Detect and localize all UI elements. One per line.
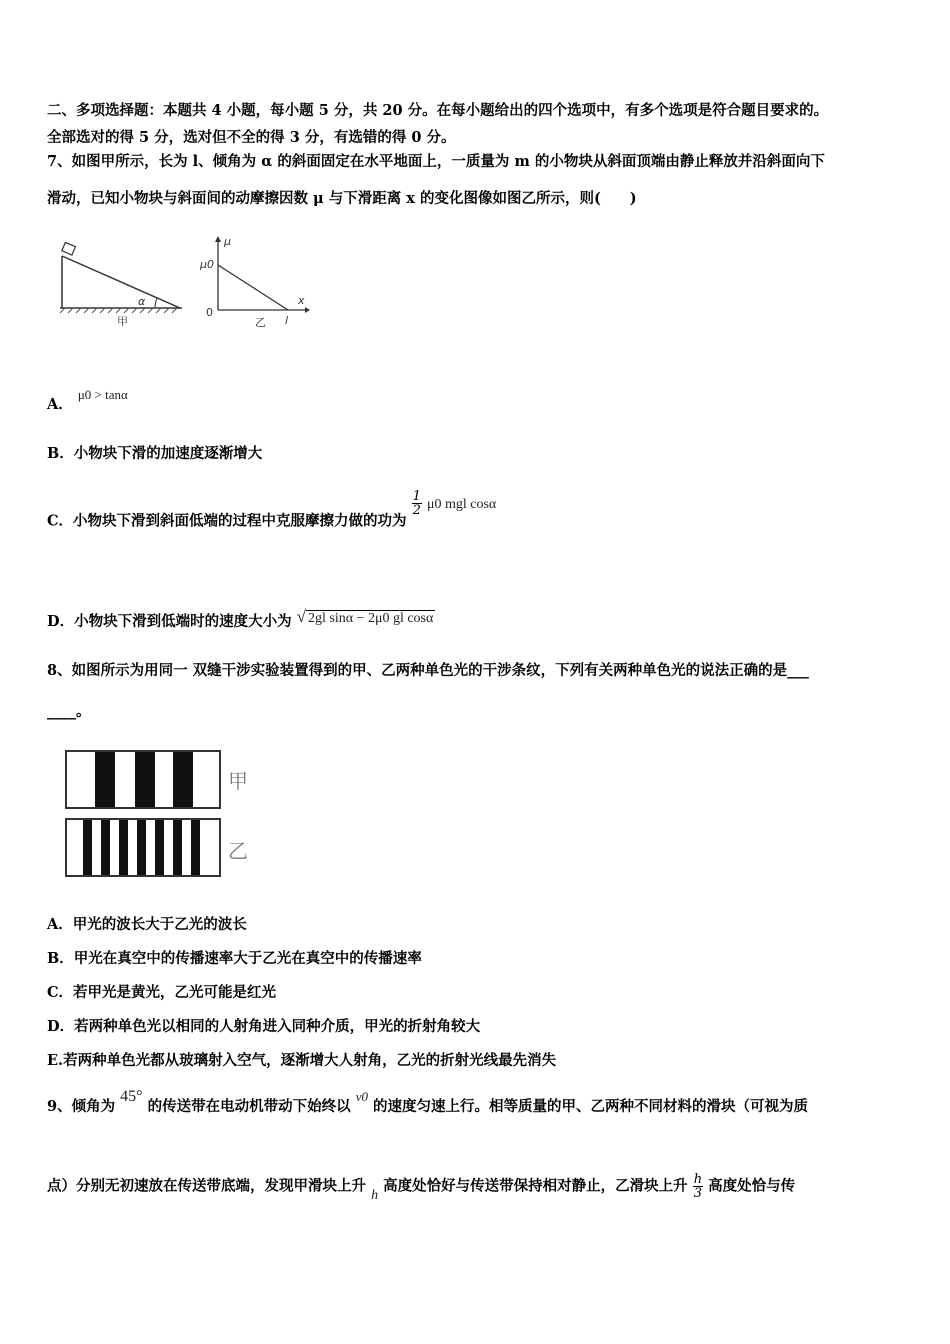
option-text: 若甲光是黄光，乙光可能是红光 <box>73 984 277 1001</box>
fig-jia-label: 甲 <box>117 315 128 328</box>
mu0-label: μ0 <box>200 258 214 271</box>
q8-option-e <box>47 1051 556 1071</box>
fringe-stripe <box>191 820 200 875</box>
fringe-stripe <box>173 820 182 875</box>
section-header-line1: 二、多项选择题：本题共 4 小题，每小题 5 分，共 20 分。在每小题给出的四个选项中，有多个选项是符合题目要求的。 <box>47 102 829 119</box>
fringe-label-yi: 乙 <box>228 839 248 863</box>
angle-alpha-label: α <box>138 295 146 308</box>
q9-text: 高度处恰与传 <box>708 1177 796 1195</box>
x-axis-label: x <box>298 294 305 307</box>
fringe-stripe <box>95 752 115 807</box>
option-label: E. <box>47 1052 64 1069</box>
fringe-pattern-jia <box>65 750 221 809</box>
q8-option-b <box>47 949 422 969</box>
q7-stem-line2: 滑动，已知小物块与斜面间的动摩擦因数 μ 与下滑距离 x 的变化图像如图乙所示，则( ) <box>47 190 637 207</box>
option-c-text: 小物块下滑到斜面低端的过程中克服摩擦力做的功为 <box>73 512 407 530</box>
frac-num: h <box>693 1172 703 1187</box>
sqrt-symbol-icon: √ <box>296 607 306 626</box>
fringe-stripe <box>101 820 110 875</box>
q8-stem-line2: ____。 <box>47 703 91 720</box>
fringe-stripe <box>155 820 164 875</box>
q7-stem-line1: 7、如图甲所示，长为 l、倾角为 α 的斜面固定在水平地面上，一质量为 m 的小物块从斜面顶端由静止释放并沿斜面向下 <box>47 153 825 170</box>
option-text: 若两种单色光以相同的人射角进入同种介质，甲光的折射角较大 <box>74 1018 481 1035</box>
option-label: C． <box>47 512 74 530</box>
option-label: C． <box>47 984 74 1001</box>
option-text: 甲光在真空中的传播速率大于乙光在真空中的传播速率 <box>73 950 422 967</box>
q9-v0: v0 <box>355 1089 368 1104</box>
fig-yi-label: 乙 <box>255 316 266 329</box>
option-b-text: 小物块下滑的加速度逐渐增大 <box>73 445 263 462</box>
origin-label: 0 <box>206 306 213 319</box>
option-a-formula: μ0 > tanα <box>77 387 128 402</box>
frac-den: 3 <box>693 1186 703 1201</box>
option-label: B． <box>47 445 74 462</box>
q8-stem-line1: 8、如图所示为用同一 双缝干涉实验装置得到的甲、乙两种单色光的干涉条纹，下列有关两种单色光的说法正确的是___ <box>47 662 809 679</box>
section-header-line2: 全部选对的得 5 分，选对但不全的得 3 分，有选错的得 0 分。 <box>47 129 456 146</box>
fraction-half <box>412 490 422 517</box>
q8-option-c <box>47 983 276 1003</box>
option-label: A． <box>47 396 73 413</box>
q7-figure-mu-graph <box>200 232 315 332</box>
q9-text: 点）分别无初速放在传送带底端，发现甲滑块上升 <box>47 1177 366 1195</box>
option-label: D． <box>47 613 75 630</box>
q7-option-b <box>47 444 262 464</box>
option-c-formula: μ0 mgl cosα <box>426 496 497 512</box>
option-label: B． <box>47 950 74 967</box>
fringe-stripe <box>119 820 128 875</box>
q9-stem-line2 <box>47 1172 796 1203</box>
option-label: A． <box>47 916 73 933</box>
frac-den: 2 <box>412 503 421 518</box>
frac-num: 1 <box>412 489 421 504</box>
q7-option-d <box>47 607 435 633</box>
q8-option-d <box>47 1017 480 1037</box>
q7-figure-incline <box>52 238 192 328</box>
q9-angle: 45° <box>120 1088 143 1105</box>
q9-text: 9、倾角为 <box>47 1098 116 1115</box>
fringe-stripe <box>137 820 146 875</box>
fringe-stripe <box>83 820 92 875</box>
q9-text: 的速度匀速上行。相等质量的甲、乙两种不同材料的滑块（可视为质 <box>373 1098 809 1115</box>
option-d-formula: 2gl sinα − 2μ0 gl cosα <box>307 611 434 626</box>
fraction-h-over-3 <box>693 1173 703 1200</box>
option-text: 若两种单色光都从玻璃射入空气，逐渐增大人射角，乙光的折射光线最先消失 <box>63 1052 557 1069</box>
option-label: D． <box>47 1018 75 1035</box>
fringe-pattern-yi <box>65 818 221 877</box>
option-text: 甲光的波长大于乙光的波长 <box>72 916 247 933</box>
incline-slope <box>62 256 180 308</box>
mu-axis-label: μ <box>224 235 231 248</box>
q8-option-a <box>47 915 247 935</box>
q9-h: h <box>371 1187 379 1203</box>
l-label: l <box>285 314 289 327</box>
q9-stem-line1 <box>47 1088 809 1117</box>
fringe-label-jia: 甲 <box>228 769 248 793</box>
q9-text: 的传送带在电动机带动下始终以 <box>147 1098 351 1115</box>
fringe-stripe <box>173 752 193 807</box>
fringe-stripe <box>135 752 155 807</box>
q7-option-c <box>47 489 497 535</box>
block <box>62 242 76 255</box>
option-d-text: 小物块下滑到低端时的速度大小为 <box>74 613 292 630</box>
q9-text: 高度处恰好与传送带保持相对静止，乙滑块上升 <box>383 1177 688 1195</box>
mu-line <box>218 265 288 310</box>
q7-option-a <box>47 387 128 415</box>
